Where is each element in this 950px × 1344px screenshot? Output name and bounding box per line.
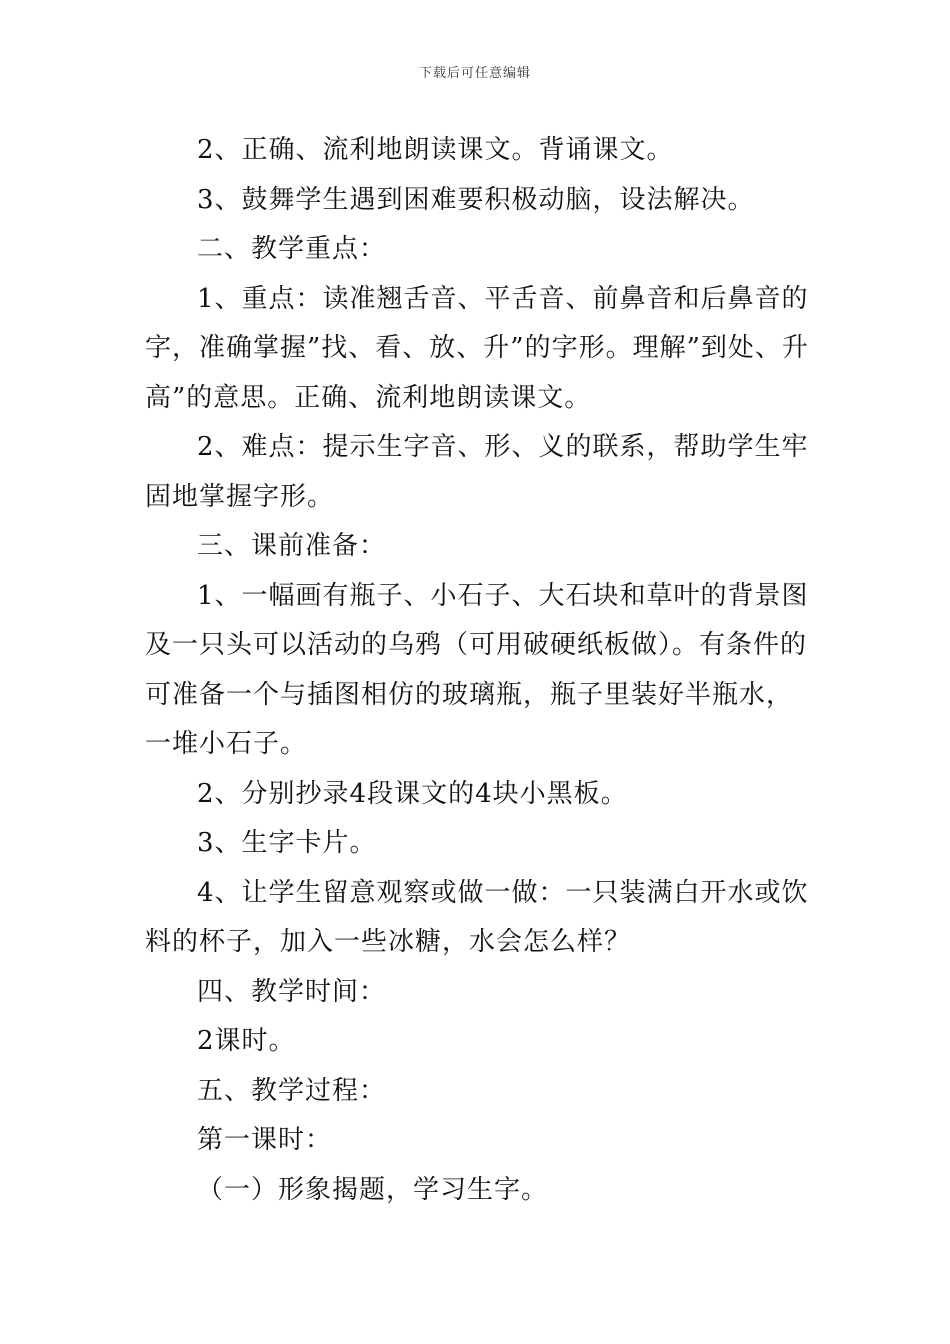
paragraph-objective-2: 2、正确、流利地朗读课文。背诵课文。 [197,135,674,165]
paragraph-difficulty-2: 2、难点：提示生字音、形、义的联系，帮助学生牢固地掌握字形。 [145,432,809,512]
section-heading-preparation: 三、课前准备： [197,531,387,561]
section-heading-teaching-time: 四、教学时间： [197,976,387,1007]
document-body [145,126,810,1215]
paragraph-preparation-1: 1、一幅画有瓶子、小石子、大石块和草叶的背景图及一只头可以活动的乌鸦（可用破硬纸板做）。有条件的可准备一个与插图相仿的玻璃瓶，瓶子里装好半瓶水，一堆小石子。 [145,580,809,759]
paragraph-preparation-4: 4、让学生留意观察或做一做：一只装满白开水或饮料的杯子，加入一些冰糖，水会怎么样？ [145,877,809,957]
paragraph-key-point-1: 1、重点：读准翘舌音、平舌音、前鼻音和后鼻音的字，准确掌握”找、看、放、升”的字形。理解”到处、升高”的意思。正确、流利地朗读课文。 [145,283,809,413]
subheading-step-one: （一）形象揭题，学习生字。 [197,1174,549,1205]
paragraph-teaching-time: 2课时。 [197,1026,296,1056]
paragraph-preparation-2: 2、分别抄录4段课文的4块小黑板。 [197,778,628,809]
subheading-first-lesson: 第一课时： [197,1125,333,1155]
section-heading-key-points: 二、教学重点： [197,234,387,264]
paragraph-preparation-3: 3、生字卡片。 [197,828,377,858]
section-heading-teaching-process: 五、教学过程： [197,1075,387,1106]
paragraph-objective-3: 3、鼓舞学生遇到困难要积极动脑，设法解决。 [197,184,755,215]
header-note: 下载后可任意编辑 [418,66,531,81]
